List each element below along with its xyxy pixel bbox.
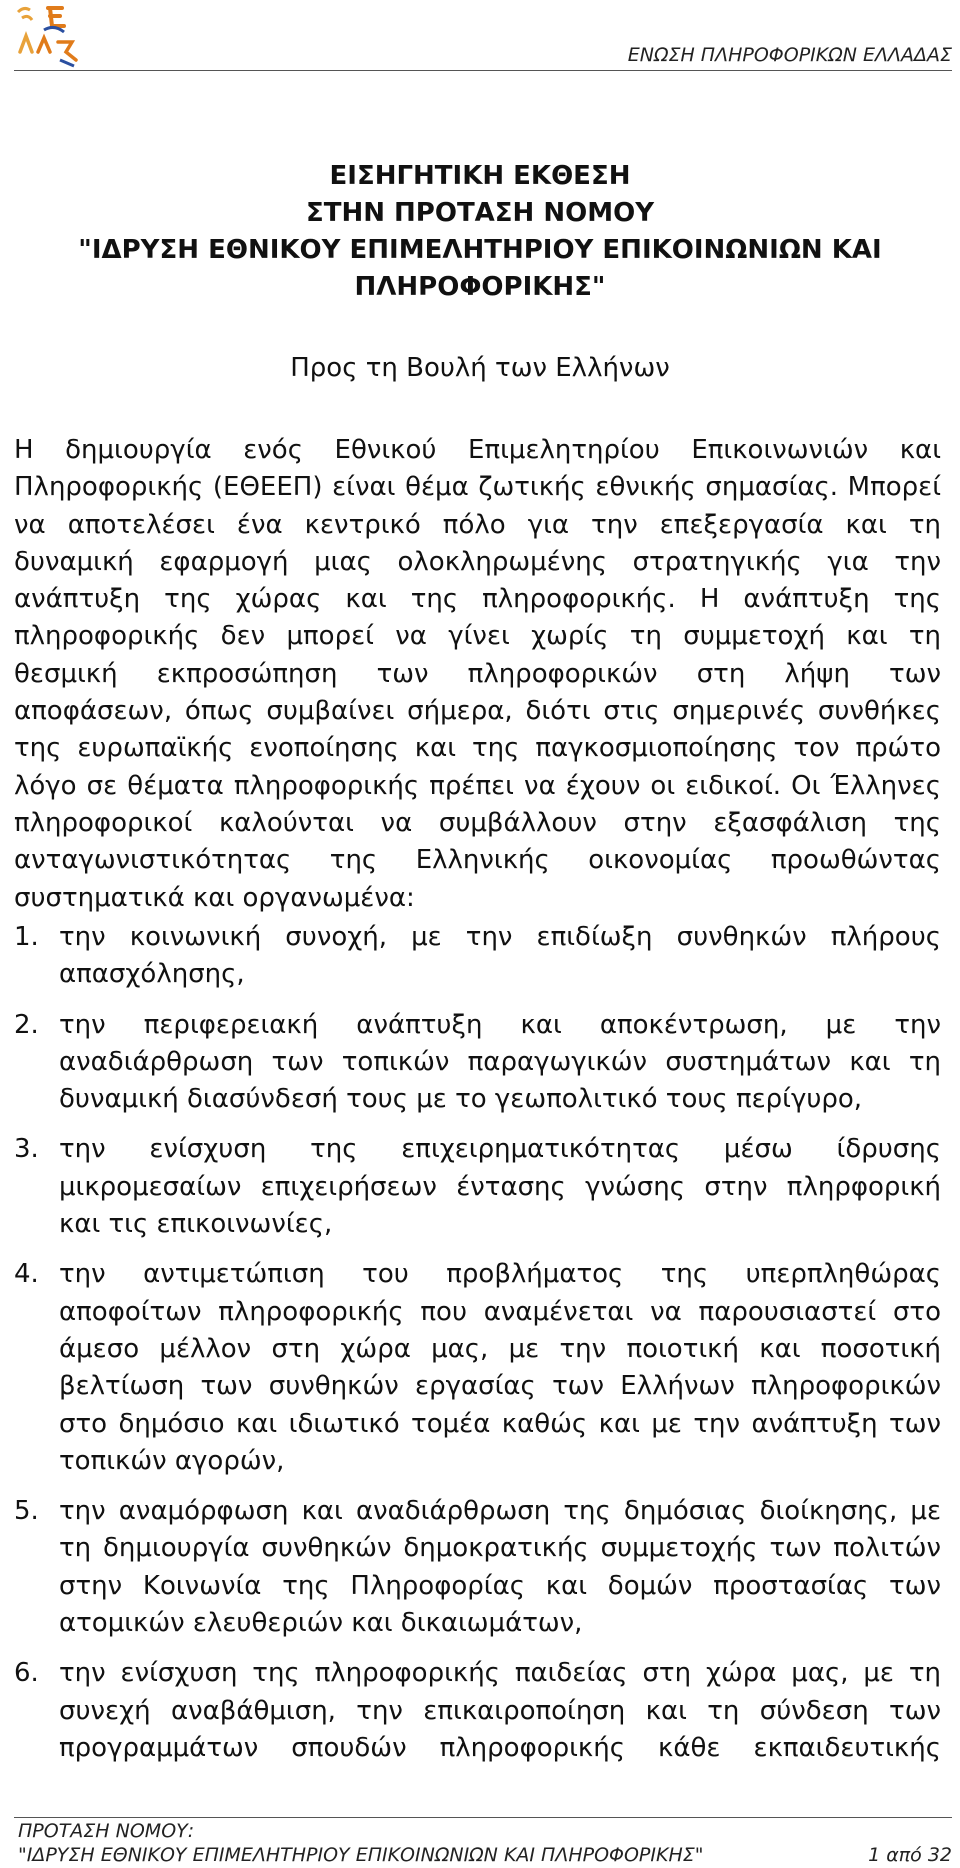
list-item [14, 919, 941, 994]
list-item-line: τη δημιουργία συνθηκών δημοκρατικής συμμετοχής των πολιτών [59, 1533, 941, 1564]
list-item-line: την ενίσχυση της πληροφορικής παιδείας στη χώρα μας, με τη [59, 1658, 941, 1689]
list-item-number: 6. [14, 1658, 39, 1689]
footer-divider [14, 1817, 952, 1818]
footer-label: ΠΡΟΤΑΣΗ ΝΟΜΟΥ: [18, 1820, 195, 1842]
list-item-line: στο δημόσιο και ιδιωτικό τομέα καθώς και με την ανάπτυξη των [59, 1408, 941, 1439]
list-item-number: 5. [14, 1496, 39, 1527]
page-number: 1 από 32 [868, 1844, 952, 1866]
list-item-number: 2. [14, 1009, 39, 1040]
paragraph-line: ανταγωνιστικότητας της Ελληνικής οικονομίας προωθώντας [14, 845, 941, 876]
paragraph-line: Η δημιουργία ενός Εθνικού Επιμελητηρίου Επικοινωνιών και [14, 435, 941, 465]
list-item [14, 1655, 941, 1767]
organization-logo [14, 2, 98, 68]
header-divider [14, 70, 952, 71]
title-line: "ΙΔΡΥΣΗ ΕΘΝΙΚΟΥ ΕΠΙΜΕΛΗΤΗΡΙΟΥ ΕΠΙΚΟΙΝΩΝΙΩΝ ΚΑΙ [78, 235, 882, 265]
list-item-line: την ενίσχυση της επιχειρηματικότητας μέσω ίδρυσης [59, 1134, 941, 1165]
list-item-line: μικρομεσαίων επιχειρήσεων έντασης γνώσης στην πληρφορική [59, 1171, 941, 1202]
paragraph-line: δυναμική εφαρμογή μιας ολοκληρωμένης στρατηγικής για την [14, 546, 941, 577]
paragraph-line: θεσμική εκπροσώπηση των πληροφορικών στη λήψη των [14, 658, 941, 689]
page-header [14, 0, 952, 70]
list-item-line: ατομικών ελευθεριών και δικαιωμάτων, [59, 1608, 583, 1639]
list-item-number: 3. [14, 1134, 39, 1165]
footer-title: "ΙΔΡΥΣΗ ΕΘΝΙΚΟΥ ΕΠΙΜΕΛΗΤΗΡΙΟΥ ΕΠΙΚΟΙΝΩΝΙΩΝ ΚΑΙ ΠΛΗΡΟΦΟΡΙΚΗΣ" [18, 1844, 704, 1866]
paragraph-line: πληροφορικοί καλούνται να συμβάλλουν στην εξασφάλιση της [14, 807, 941, 838]
document-title [20, 158, 940, 306]
list-item-line: τοπικών αγορών, [59, 1445, 285, 1476]
list-item-line: στην Κοινωνία της Πληροφορίας και δομών προστασίας των [59, 1570, 941, 1601]
title-line: ΠΛΗΡΟΦΟΡΙΚΗΣ" [354, 272, 606, 302]
paragraph-line: λόγο σε θέματα πληροφορικής πρέπει να έχουν οι ειδικοί. Οι Έλληνες [14, 770, 941, 801]
list-item-line: απασχόλησης, [59, 959, 245, 990]
list-item-line: δυναμική διασύνδεσή τους με το γεωπολιτικό τους περίγυρο, [59, 1084, 863, 1115]
list-item-line: την αντιμετώπιση του προβλήματος της υπερπληθώρας [59, 1259, 941, 1290]
list-item-line: την περιφερειακή ανάπτυξη και αποκέντρωση, με την [59, 1009, 941, 1040]
page-footer [18, 1819, 952, 1867]
list-item-number: 4. [14, 1259, 39, 1290]
paragraph-line: Πληροφορικής (ΕΘΕΕΠ) είναι θέμα ζωτικής εθνικής σημασίας. Μπορεί [14, 472, 941, 503]
title-line: ΣΤΗΝ ΠΡΟΤΑΣΗ ΝΟΜΟΥ [305, 198, 655, 228]
list-item-line: άμεσο μέλλον στη χώρα μας, με την ποιοτική και ποσοτική [59, 1333, 941, 1364]
list-item-line: προγραμμάτων σπουδών πληροφορικής κάθε εκπαιδευτικής [59, 1732, 941, 1763]
list-item-line: την αναμόρφωση και αναδιάρθρωση της δημόσιας διοίκησης, με [59, 1496, 941, 1527]
list-item-line: βελτίωση των συνθηκών εργασίας των Ελλήνων πληροφορικών [59, 1371, 941, 1402]
list-item [14, 1131, 941, 1243]
list-item-line: την κοινωνική συνοχή, με την επιδίωξη συνθηκών πλήρους [59, 922, 941, 952]
list-item [14, 1007, 941, 1119]
paragraph-line: αποφάσεων, όπως συμβαίνει σήμερα, διότι στις σημερινές συνθήκες [14, 696, 941, 727]
paragraph-line: συστηματικά και οργανωμένα: [14, 882, 415, 913]
addressee: Προς τη Βουλή των Ελλήνων [290, 353, 670, 383]
list-item-line: συνεχή αναβάθμιση, την επικαιροποίηση και τη σύνδεση των [59, 1695, 941, 1726]
objectives-list [14, 919, 941, 1780]
intro-paragraph [14, 432, 941, 917]
title-line: ΕΙΣΗΓΗΤΙΚΗ ΕΚΘΕΣΗ [329, 161, 631, 191]
list-item-number: 1. [14, 922, 39, 952]
paragraph-line: ανάπτυξη της χώρας και της πληροφορικής. Η ανάπτυξη της [14, 584, 941, 615]
paragraph-line: να αποτελέσει ένα κεντρικό πόλο για την επεξεργασία και τη [14, 509, 941, 540]
list-item [14, 1256, 941, 1480]
list-item-line: αποφοίτων πληροφορικής που αναμένεται να παρουσιαστεί στο [59, 1296, 941, 1327]
paragraph-line: πληροφορικής δεν μπορεί να γίνει χωρίς τη συμμετοχή και τη [14, 621, 941, 652]
list-item-line: αναδιάρθρωση των τοπικών παραγωγικών συστημάτων και τη [59, 1046, 941, 1077]
organization-name: ΕΝΩΣΗ ΠΛΗΡΟΦΟΡΙΚΩΝ ΕΛΛΑΔΑΣ [627, 44, 952, 66]
list-item [14, 1493, 941, 1642]
list-item-line: και τις επικοινωνίες, [59, 1209, 333, 1240]
paragraph-line: της ευρωπαϊκής ενοποίησης και της παγκοσμιοποίησης τον πρώτο [14, 733, 941, 764]
